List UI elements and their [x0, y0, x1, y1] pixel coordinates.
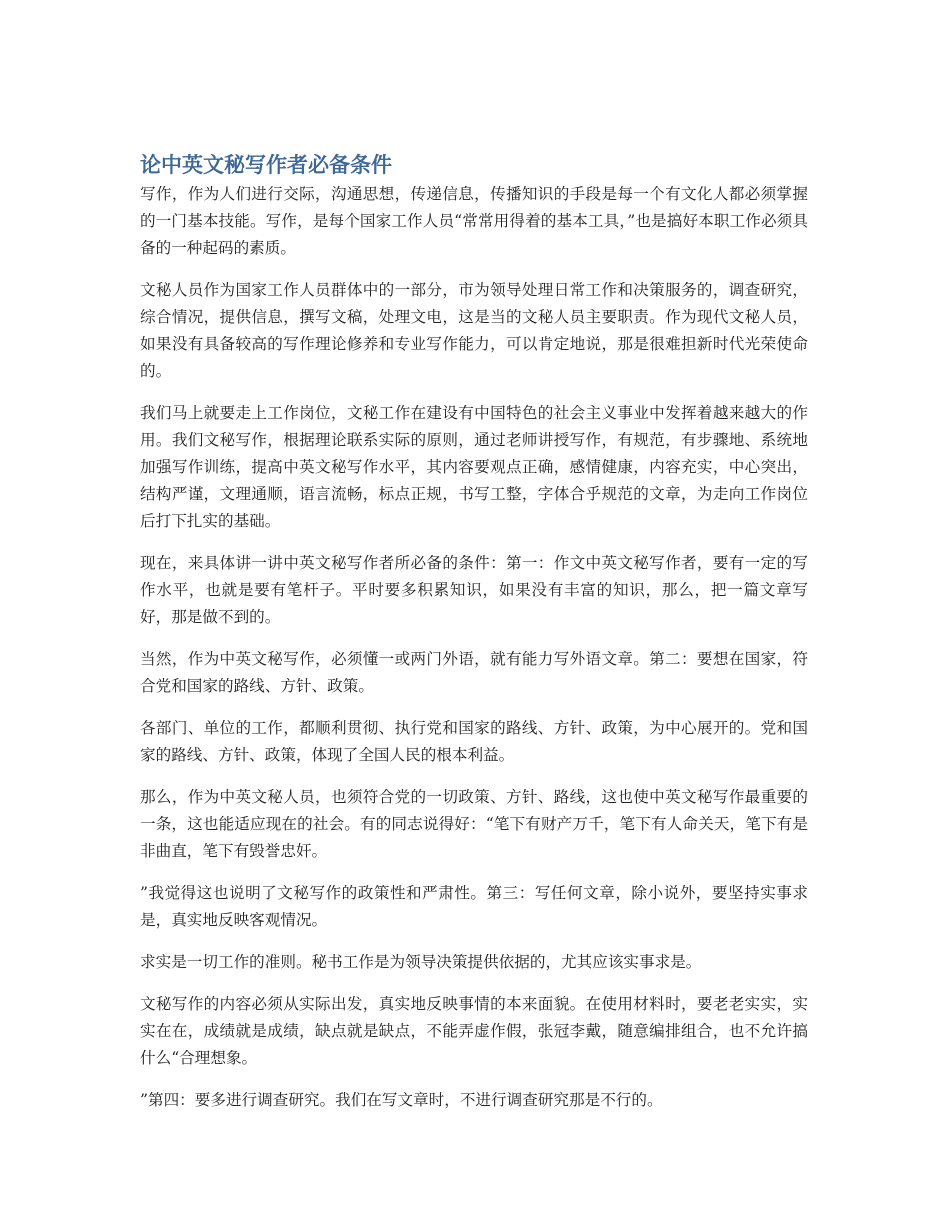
- paragraph-4: 现在，来具体讲一讲中英文秘写作者所必备的条件：第一：作文中英文秘写作者，要有一定的写作水平，也就是要有笔杆子。平时要多积累知识，如果没有丰富的知识，那么，把一篇文章写好，那是做不到的。: [140, 554, 808, 626]
- document-page: [140, 150, 808, 1129]
- paragraph-7: 那么，作为中英文秘人员，也须符合党的一切政策、方针、路线，这也使中英文秘写作最重要的一条，这也能适应现在的社会。有的同志说得好：“笔下有财产万千，笔下有人命关天，笔下有是非曲直，笔下有毁誉忠奸。: [140, 788, 808, 860]
- paragraph-1: 写作，作为人们进行交际，沟通思想，传递信息，传播知识的手段是每一个有文化人都必须掌握的一门基本技能。写作，是每个国家工作人员“常常用得着的基本工具，”也是搞好本职工作必须具备的一种起码的素质。: [140, 185, 808, 257]
- paragraph-8: ”我觉得这也说明了文秘写作的政策性和严肃性。第三：写任何文章，除小说外，要坚持实事求是，真实地反映客观情况。: [140, 884, 808, 929]
- paragraph-6: 各部门、单位的工作，都顺利贯彻、执行党和国家的路线、方针、政策，为中心展开的。党和国家的路线、方针、政策，体现了全国人民的根本利益。: [140, 719, 808, 764]
- paragraph-11: ”第四：要多进行调查研究。我们在写文章时，不进行调查研究那是不行的。: [140, 1091, 663, 1109]
- paragraph-3: 我们马上就要走上工作岗位，文秘工作在建设有中国特色的社会主义事业中发挥着越来越大的作用。我们文秘写作，根据理论联系实际的原则，通过老师讲授写作，有规范，有步骤地、系统地加强写作训练，提高中英文秘写作水平，其内容要观点正确，感情健康，内容充实，中心突出，结构严谨，文理通顺，语言流畅，标点正规，书写工整，字体合乎规范的文章，为走向工作岗位后打下扎实的基础。: [140, 404, 808, 530]
- paragraph-5: 当然，作为中英文秘写作，必须懂一或两门外语，就有能力写外语文章。第二：要想在国家，符合党和国家的路线、方针、政策。: [140, 650, 808, 695]
- paragraph-9: 求实是一切工作的准则。秘书工作是为领导决策提供依据的，尤其应该实事求是。: [140, 953, 702, 971]
- document-title: 论中英文秘写作者必备条件: [140, 153, 392, 177]
- paragraph-10: 文秘写作的内容必须从实际出发，真实地反映事情的本来面貌。在使用材料时，要老老实实，实实在在，成绩就是成绩，缺点就是缺点，不能弄虚作假，张冠李戴，随意编排组合，也不允许搞什么“合理想象。: [140, 995, 808, 1067]
- paragraph-2: 文秘人员作为国家工作人员群体中的一部分，市为领导处理日常工作和决策服务的，调查研究，综合情况，提供信息，撰写文稿，处理文电，这是当的文秘人员主要职责。作为现代文秘人员，如果没有具备较高的写作理论修养和专业写作能力，可以肯定地说，那是很难担新时代光荣使命的。: [140, 281, 808, 380]
